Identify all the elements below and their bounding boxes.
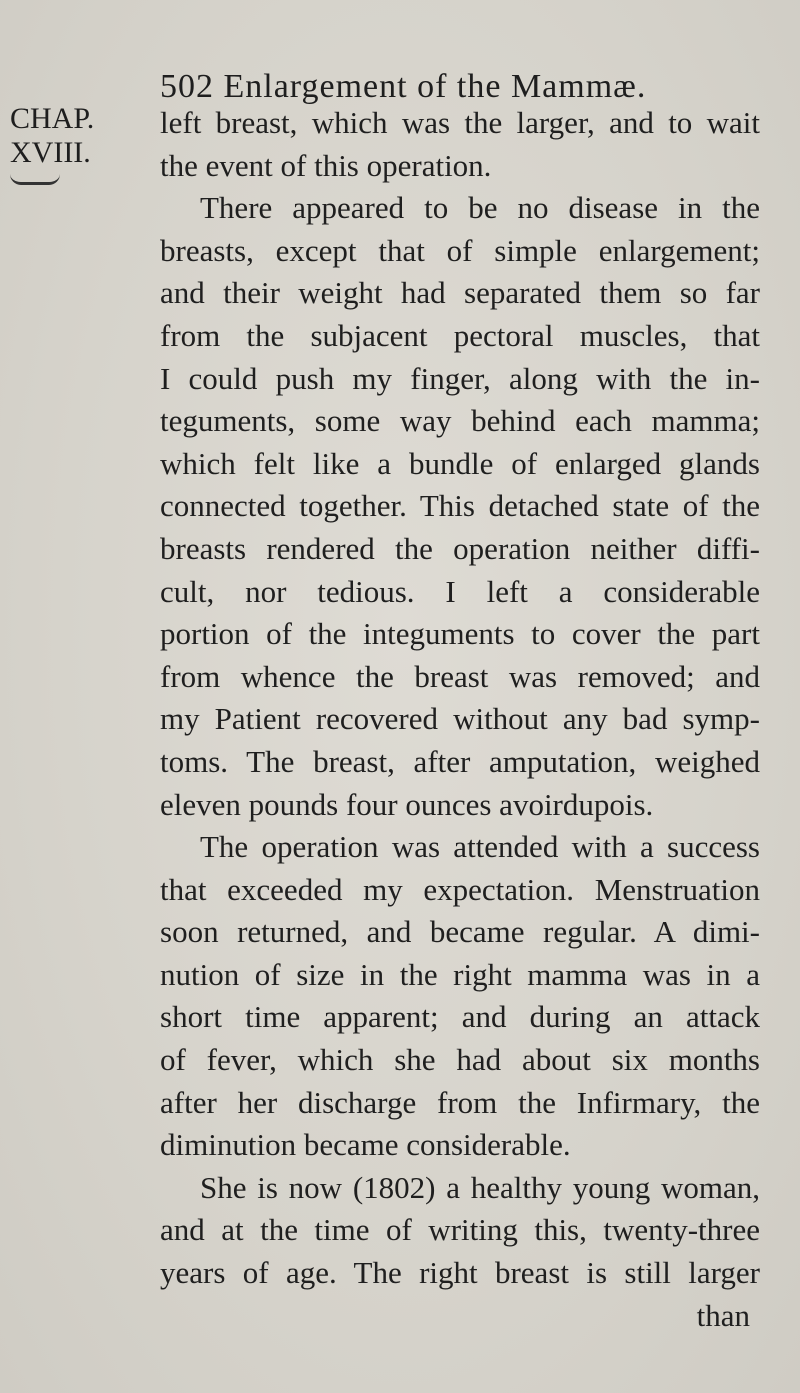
text-line: short time apparent; and during an attack xyxy=(160,999,760,1035)
text-line: after her discharge from the Infirmary, the xyxy=(160,1084,760,1120)
text-line: of fever, which she had about six months xyxy=(160,1042,760,1078)
text-line: She is now (1802) a healthy young woman, xyxy=(200,1169,760,1205)
text-line: diminution became considerable. xyxy=(160,1127,571,1163)
text-line: I could push my finger, along with the in- xyxy=(160,360,760,396)
text-line: portion of the integuments to cover the part xyxy=(160,616,760,652)
paragraph-3 xyxy=(160,826,760,1167)
text-line: that exceeded my expectation. Menstruation xyxy=(160,871,760,907)
text-line: years of age. The right breast is still larger xyxy=(160,1255,760,1291)
text-line: which felt like a bundle of enlarged glands xyxy=(160,445,760,481)
text-line: eleven pounds four ounces avoirdupois. xyxy=(160,786,654,822)
text-line: soon returned, and became regular. A dimi- xyxy=(160,914,760,950)
text-line: toms. The breast, after amputation, weighed xyxy=(160,743,760,779)
text-line: left breast, which was the larger, and to wait xyxy=(160,105,760,140)
text-line: from whence the breast was removed; and xyxy=(160,658,760,694)
chapter-number: XVIII. xyxy=(10,136,91,169)
text-line: breasts, except that of simple enlargement; xyxy=(160,232,760,268)
body-text xyxy=(160,102,760,1337)
text-line: my Patient recovered without any bad symp- xyxy=(160,701,760,737)
chapter-label: CHAP. xyxy=(10,102,95,135)
text-line: and at the time of writing this, twenty-three xyxy=(160,1212,760,1248)
text-line: breasts rendered the operation neither diffi- xyxy=(160,530,760,566)
brace-mark xyxy=(10,174,60,185)
text-line: teguments, some way behind each mamma; xyxy=(160,403,760,439)
paragraph-4 xyxy=(160,1167,760,1295)
text-line: from the subjacent pectoral muscles, that xyxy=(160,317,760,353)
text-line: connected together. This detached state of the xyxy=(160,488,760,524)
text-line: The operation was attended with a success xyxy=(200,829,760,865)
text-line: There appeared to be no disease in the xyxy=(200,190,760,226)
margin-note xyxy=(10,102,94,185)
paragraph-1 xyxy=(160,102,760,187)
catchword: than xyxy=(696,1297,750,1333)
text-line: and their weight had separated them so far xyxy=(160,275,760,311)
text-line: nution of size in the right mamma was in a xyxy=(160,956,760,992)
text-line: cult, nor tedious. I left a considerable xyxy=(160,573,760,609)
paragraph-2 xyxy=(160,187,760,826)
text-line: the event of this operation. xyxy=(160,147,492,183)
running-head: 502 Enlargement of the Mammæ. xyxy=(160,68,647,105)
